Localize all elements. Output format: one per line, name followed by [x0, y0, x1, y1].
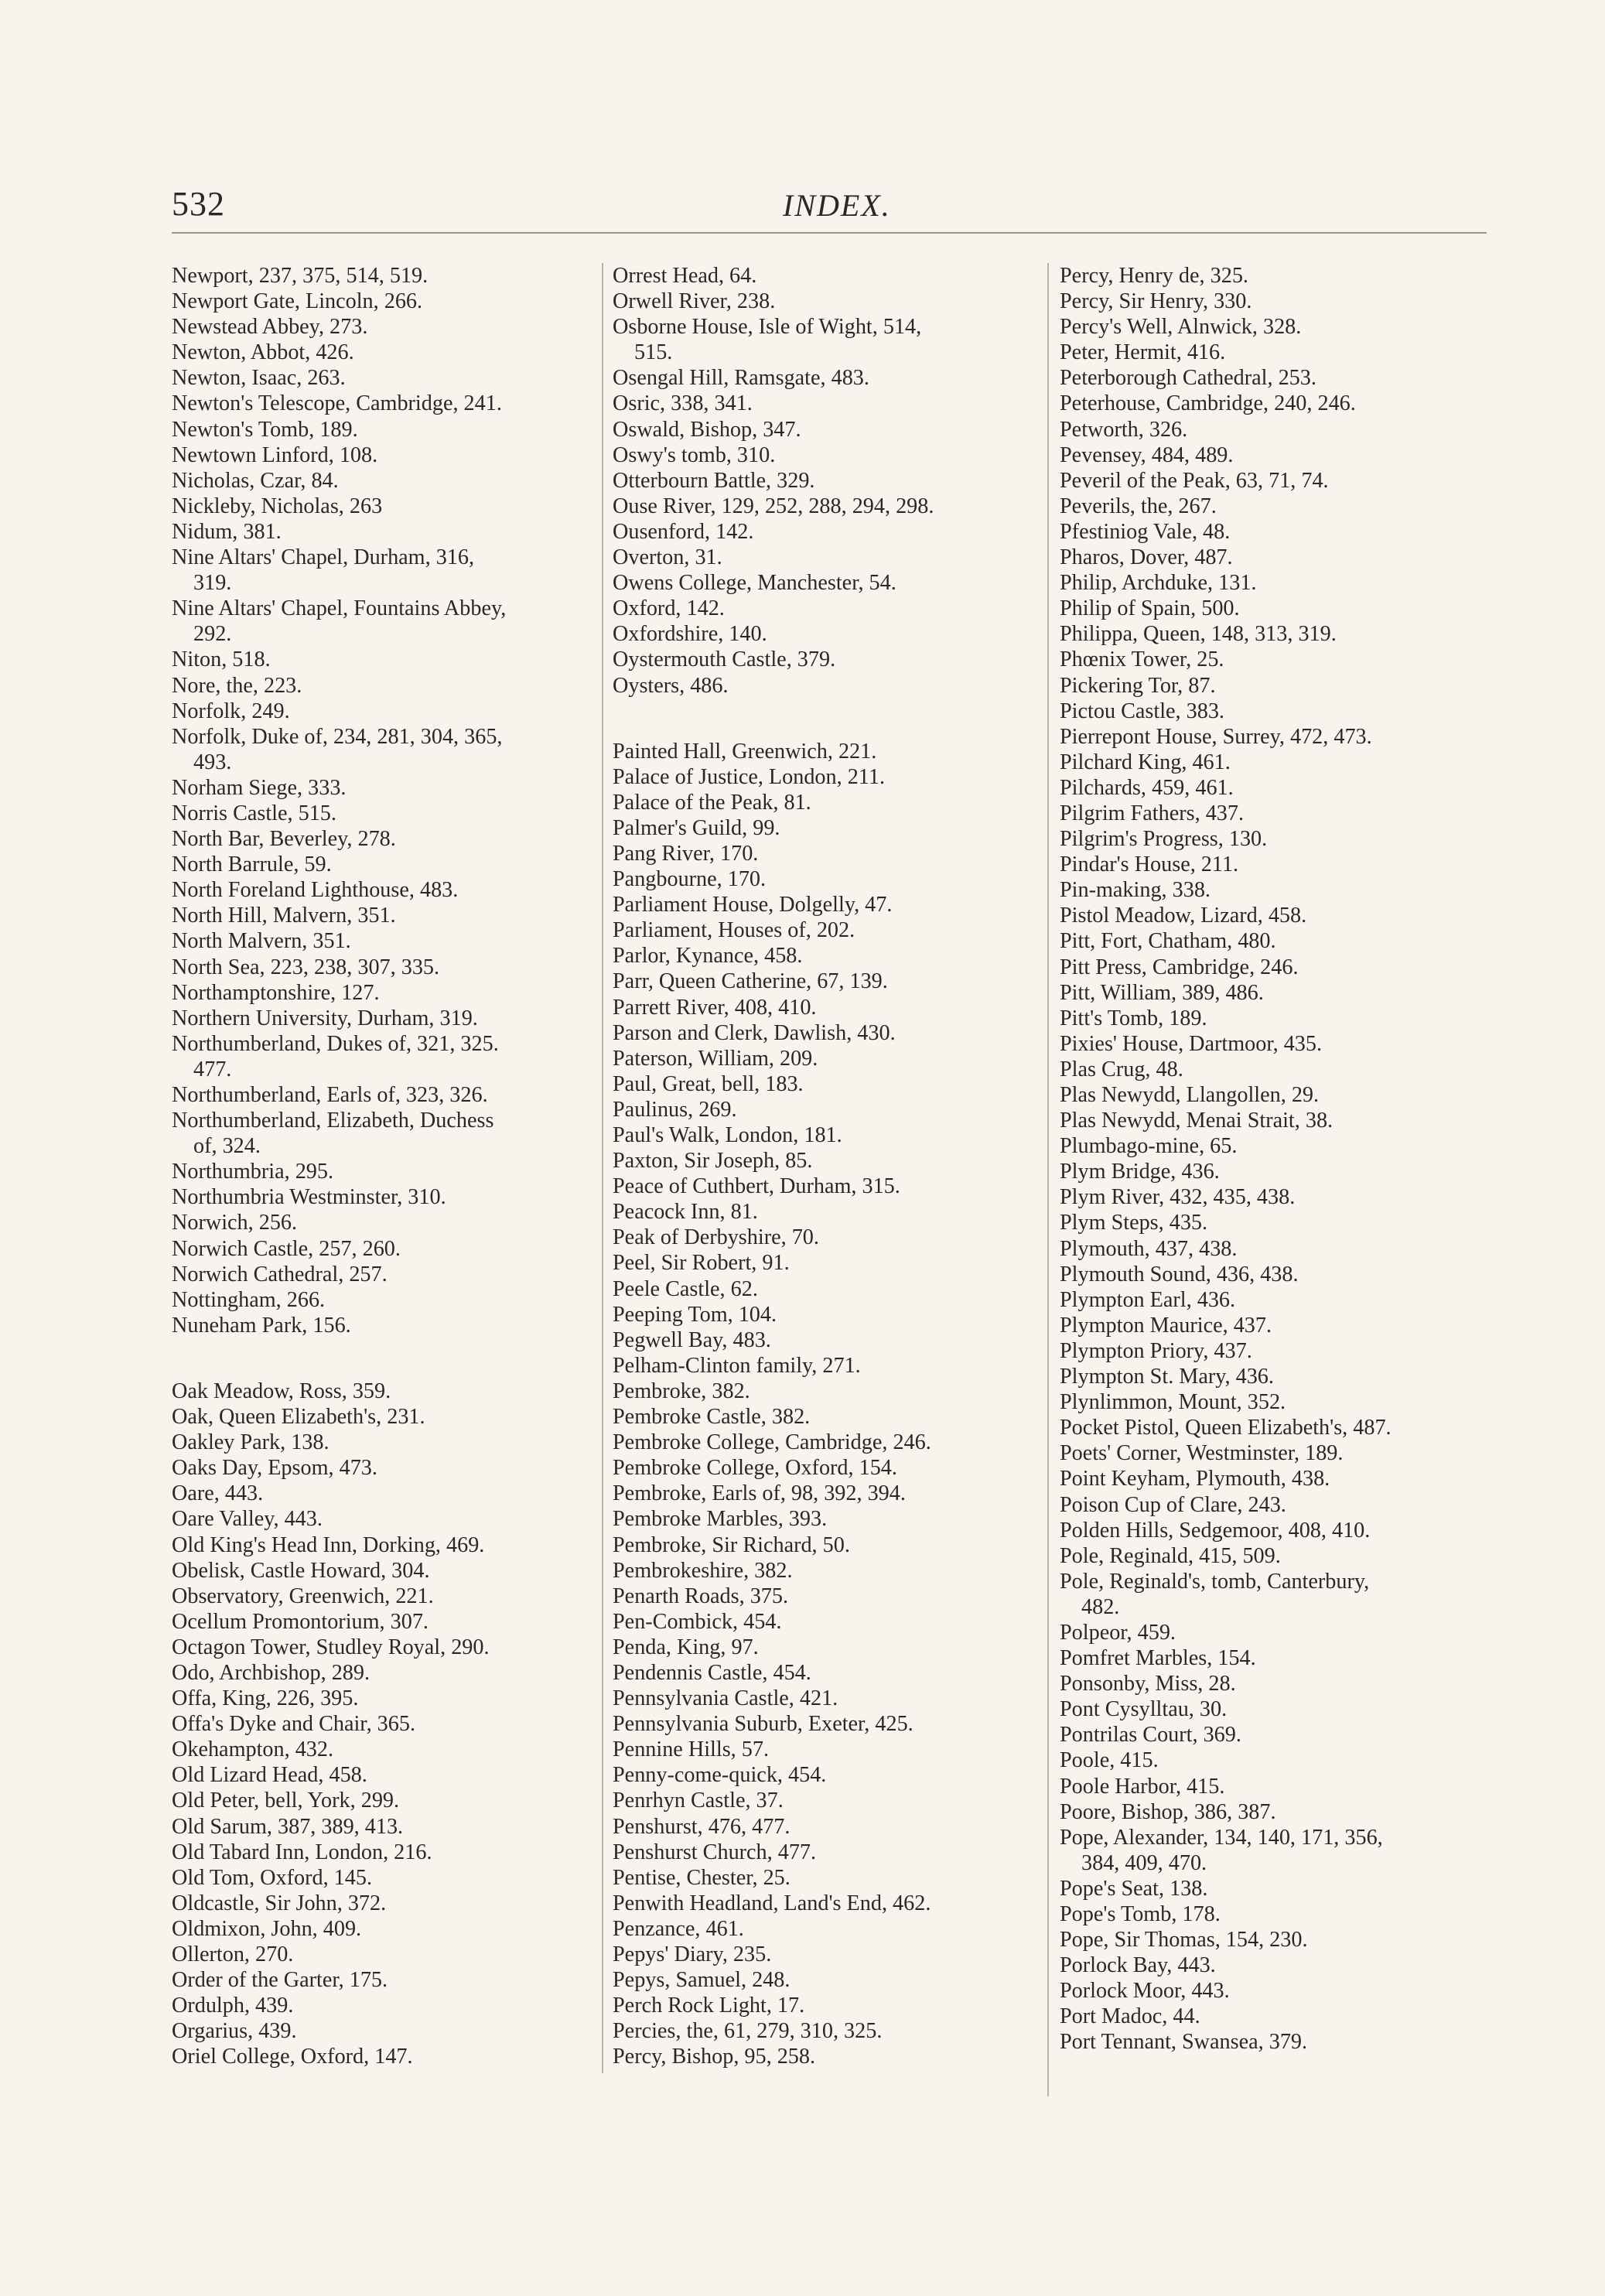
index-entry: Newton's Telescope, Cambridge, 241. [172, 391, 502, 416]
index-entry: Pembroke Castle, 382. [613, 1405, 811, 1430]
index-entry: Port Tennant, Swansea, 379. [1060, 2030, 1308, 2055]
index-entry: Parr, Queen Catherine, 67, 139. [613, 969, 888, 994]
index-entry: Offa, King, 226, 395. [172, 1686, 359, 1711]
index-entry-continuation: 477. [193, 1057, 232, 1081]
index-entry: Plym Steps, 435. [1060, 1211, 1208, 1235]
index-entry: Ouse River, 129, 252, 288, 294, 298. [613, 494, 934, 518]
index-entry: North Sea, 223, 238, 307, 335. [172, 955, 440, 979]
index-entry: Plynlimmon, Mount, 352. [1060, 1390, 1286, 1415]
index-entry: Octagon Tower, Studley Royal, 290. [172, 1635, 490, 1659]
index-entry: Pitt, Fort, Chatham, 480. [1060, 929, 1276, 954]
index-entry: Penzance, 461. [613, 1916, 744, 1941]
index-entry: Old Peter, bell, York, 299. [172, 1789, 400, 1813]
index-entry: Percy, Bishop, 95, 258. [613, 2045, 816, 2069]
index-entry: Pixies' House, Dartmoor, 435. [1060, 1031, 1323, 1056]
index-entry: Plymouth, 437, 438. [1060, 1236, 1238, 1261]
index-entry: Old King's Head Inn, Dorking, 469. [172, 1532, 485, 1557]
index-entry: Pharos, Dover, 487. [1060, 545, 1233, 570]
index-entry: Percy, Sir Henry, 330. [1060, 289, 1252, 314]
index-entry: Penshurst, 476, 477. [613, 1814, 791, 1839]
index-entry: Offa's Dyke and Chair, 365. [172, 1712, 415, 1737]
index-entry: Pentise, Chester, 25. [613, 1865, 791, 1890]
index-entry: Pilchards, 459, 461. [1060, 775, 1234, 800]
index-entry: Northumbria, 295. [172, 1160, 334, 1184]
index-entry: Oriel College, Oxford, 147. [172, 2045, 413, 2069]
page-number: 532 [172, 185, 225, 223]
index-entry: Plympton Maurice, 437. [1060, 1313, 1272, 1338]
index-entry: Peveril of the Peak, 63, 71, 74. [1060, 468, 1329, 493]
index-entry: Peter, Hermit, 416. [1060, 340, 1226, 365]
index-entry: Pindar's House, 211. [1060, 852, 1239, 877]
index-entry: Parlor, Kynance, 458. [613, 944, 803, 969]
index-entry: Penwith Headland, Land's End, 462. [613, 1891, 931, 1915]
index-entry: Plympton St. Mary, 436. [1060, 1365, 1274, 1389]
index-entry: Pendennis Castle, 454. [613, 1660, 811, 1685]
index-entry: Norwich, 256. [172, 1211, 298, 1235]
index-entry: Pembroke, Earls of, 98, 392, 394. [613, 1481, 906, 1506]
index-entry: Oldcastle, Sir John, 372. [172, 1891, 387, 1915]
index-entry: Plas Crug, 48. [1060, 1057, 1183, 1081]
index-entry: Port Madoc, 44. [1060, 2004, 1200, 2029]
index-entry: Old Tabard Inn, London, 216. [172, 1840, 432, 1864]
index-entry: Pevensey, 484, 489. [1060, 442, 1234, 467]
index-entry: Pitt, William, 389, 486. [1060, 980, 1264, 1005]
index-entry: Nottingham, 266. [172, 1287, 326, 1312]
index-entry: Pope, Alexander, 134, 140, 171, 356, [1060, 1825, 1383, 1850]
index-entry: Paul, Great, bell, 183. [613, 1071, 804, 1096]
index-entry: Pont Cysylltau, 30. [1060, 1697, 1228, 1722]
index-entry: Poore, Bishop, 386, 387. [1060, 1799, 1276, 1824]
index-entry: Paterson, William, 209. [613, 1046, 818, 1071]
index-entry: Penda, King, 97. [613, 1635, 759, 1659]
index-entry: Oare Valley, 443. [172, 1507, 323, 1532]
index-entry: Overton, 31. [613, 545, 722, 570]
index-entry: Poison Cup of Clare, 243. [1060, 1492, 1286, 1517]
index-entry: Nuneham Park, 156. [172, 1313, 351, 1338]
index-entry: Oswald, Bishop, 347. [613, 417, 801, 442]
index-entry: Pembroke College, Oxford, 154. [613, 1456, 897, 1481]
index-entry: Newstead Abbey, 273. [172, 315, 368, 340]
index-entry: Parson and Clerk, Dawlish, 430. [613, 1020, 896, 1045]
index-entry: Pepys' Diary, 235. [613, 1942, 772, 1966]
index-entry: Paxton, Sir Joseph, 85. [613, 1149, 813, 1174]
index-entry: Orgarius, 439. [172, 2019, 297, 2044]
index-entry: Percy's Well, Alnwick, 328. [1060, 315, 1302, 340]
header-rule [172, 232, 1487, 234]
index-entry: Ponsonby, Miss, 28. [1060, 1672, 1236, 1696]
index-entry: Oysters, 486. [613, 673, 729, 698]
index-entry: Pembroke, Sir Richard, 50. [613, 1532, 850, 1557]
index-entry: North Hill, Malvern, 351. [172, 904, 396, 928]
index-entry: Owens College, Manchester, 54. [613, 571, 896, 596]
index-entry: Peele Castle, 62. [613, 1276, 758, 1301]
index-columns [172, 263, 1502, 2120]
index-entry: Obelisk, Castle Howard, 304. [172, 1558, 430, 1583]
index-entry: Niton, 518. [172, 647, 271, 672]
index-entry: Pilgrim Fathers, 437. [1060, 801, 1245, 825]
index-entry: Oak, Queen Elizabeth's, 231. [172, 1405, 425, 1430]
index-entry: North Bar, Beverley, 278. [172, 827, 396, 852]
index-entry: Northamptonshire, 127. [172, 980, 380, 1005]
index-entry: Okehampton, 432. [172, 1737, 334, 1762]
index-entry: Penny-come-quick, 454. [613, 1763, 827, 1788]
index-entry: Plympton Priory, 437. [1060, 1338, 1252, 1363]
index-entry: Norwich Cathedral, 257. [172, 1262, 388, 1286]
index-entry: Pontrilas Court, 369. [1060, 1723, 1241, 1748]
index-entry: Paulinus, 269. [613, 1097, 737, 1122]
index-entry: Philip of Spain, 500. [1060, 596, 1240, 621]
index-entry: Northumbria Westminster, 310. [172, 1185, 446, 1210]
index-entry: Peeping Tom, 104. [613, 1302, 777, 1327]
index-entry: Pole, Reginald's, tomb, Canterbury, [1060, 1569, 1370, 1594]
index-entry: Plympton Earl, 436. [1060, 1287, 1236, 1312]
index-entry-continuation: 493. [193, 750, 232, 774]
index-entry: Pangbourne, 170. [613, 867, 767, 892]
index-entry: Palmer's Guild, 99. [613, 815, 780, 840]
index-entry: Pope's Seat, 138. [1060, 1876, 1208, 1901]
index-entry: Oak Meadow, Ross, 359. [172, 1379, 391, 1403]
index-entry: Pegwell Bay, 483. [613, 1327, 771, 1352]
index-entry: Newport, 237, 375, 514, 519. [172, 264, 429, 288]
index-entry: Peacock Inn, 81. [613, 1200, 758, 1225]
index-entry: Norwich Castle, 257, 260. [172, 1236, 401, 1261]
index-entry: Pistol Meadow, Lizard, 458. [1060, 904, 1307, 928]
index-entry: Palace of the Peak, 81. [613, 790, 811, 815]
index-entry: Poole, 415. [1060, 1748, 1159, 1773]
index-entry: Newton, Isaac, 263. [172, 366, 346, 391]
index-entry: Plym Bridge, 436. [1060, 1160, 1220, 1184]
index-entry: Northern University, Durham, 319. [172, 1006, 478, 1030]
index-entry: Osborne House, Isle of Wight, 514, [613, 315, 922, 340]
column-divider [602, 263, 603, 2073]
index-entry: Pitt's Tomb, 189. [1060, 1006, 1207, 1030]
index-entry: Plumbago-mine, 65. [1060, 1134, 1238, 1159]
index-entry: Pembroke Marbles, 393. [613, 1507, 828, 1532]
index-entry: Nicholas, Czar, 84. [172, 468, 339, 493]
index-entry: Peace of Cuthbert, Durham, 315. [613, 1174, 900, 1199]
index-entry: Otterbourn Battle, 329. [613, 468, 815, 493]
index-entry: Old Sarum, 387, 389, 413. [172, 1814, 404, 1839]
index-entry: Pickering Tor, 87. [1060, 673, 1216, 698]
index-entry: Petworth, 326. [1060, 417, 1188, 442]
index-entry-continuation: 292. [193, 622, 232, 647]
index-entry: Order of the Garter, 175. [172, 1968, 388, 1993]
index-entry: Pope's Tomb, 178. [1060, 1902, 1221, 1926]
index-entry: Plym River, 432, 435, 438. [1060, 1185, 1296, 1210]
index-entry: North Barrule, 59. [172, 852, 332, 877]
index-entry: Oxford, 142. [613, 596, 725, 621]
index-entry: Observatory, Greenwich, 221. [172, 1584, 434, 1608]
index-entry: Percy, Henry de, 325. [1060, 264, 1248, 288]
index-entry: Peverils, the, 267. [1060, 494, 1217, 518]
index-entry: Newport Gate, Lincoln, 266. [172, 289, 423, 314]
index-entry: Polpeor, 459. [1060, 1620, 1176, 1645]
index-entry: Porlock Moor, 443. [1060, 1979, 1230, 2004]
index-column-3 [1060, 263, 1501, 2055]
index-entry: Pole, Reginald, 415, 509. [1060, 1543, 1281, 1568]
running-head: INDEX. [783, 188, 891, 223]
index-entry: Nidum, 381. [172, 519, 282, 544]
index-entry: Painted Hall, Greenwich, 221. [613, 739, 877, 764]
index-entry: Plas Newydd, Llangollen, 29. [1060, 1083, 1320, 1107]
index-entry: Peel, Sir Robert, 91. [613, 1251, 790, 1276]
index-entry: Nine Altars' Chapel, Durham, 316, [172, 545, 475, 570]
index-entry: Northumberland, Dukes of, 321, 325. [172, 1031, 499, 1056]
index-entry: Orwell River, 238. [613, 289, 776, 314]
index-entry: Northumberland, Earls of, 323, 326. [172, 1083, 488, 1107]
index-entry: Pierrepont House, Surrey, 472, 473. [1060, 724, 1372, 749]
index-entry: Oldmixon, John, 409. [172, 1916, 362, 1941]
index-entry: Pitt Press, Cambridge, 246. [1060, 955, 1299, 979]
index-entry: Pennsylvania Castle, 421. [613, 1686, 838, 1711]
index-entry: Nine Altars' Chapel, Fountains Abbey, [172, 596, 507, 621]
index-entry: Pocket Pistol, Queen Elizabeth's, 487. [1060, 1416, 1392, 1440]
index-entry: North Foreland Lighthouse, 483. [172, 878, 459, 903]
index-entry: Ocellum Promontorium, 307. [172, 1609, 429, 1634]
index-entry: Oystermouth Castle, 379. [613, 647, 836, 672]
index-entry: Newton's Tomb, 189. [172, 417, 358, 442]
index-entry: Norris Castle, 515. [172, 801, 336, 825]
index-entry: Penshurst Church, 477. [613, 1840, 817, 1864]
index-column-1 [172, 263, 593, 2069]
index-entry: Oswy's tomb, 310. [613, 442, 776, 467]
index-entry: Newton, Abbot, 426. [172, 340, 354, 365]
index-entry: Poole Harbor, 415. [1060, 1774, 1225, 1799]
index-entry: Pictou Castle, 383. [1060, 699, 1224, 723]
index-entry: Palace of Justice, London, 211. [613, 764, 885, 789]
index-entry: Perch Rock Light, 17. [613, 1994, 805, 2018]
index-entry-continuation: 384, 409, 470. [1081, 1850, 1207, 1875]
index-entry: Pomfret Marbles, 154. [1060, 1646, 1256, 1671]
index-entry: Point Keyham, Plymouth, 438. [1060, 1467, 1330, 1491]
index-entry: Plas Newydd, Menai Strait, 38. [1060, 1109, 1334, 1133]
index-entry: Philippa, Queen, 148, 313, 319. [1060, 622, 1337, 647]
index-entry: Peak of Derbyshire, 70. [613, 1225, 819, 1250]
index-entry: Paul's Walk, London, 181. [613, 1123, 842, 1147]
index-entry: Porlock Bay, 443. [1060, 1953, 1216, 1978]
index-entry: Pin-making, 338. [1060, 878, 1211, 903]
index-entry-continuation: of, 324. [193, 1134, 261, 1159]
index-entry: Pepys, Samuel, 248. [613, 1968, 791, 1993]
index-entry: Poets' Corner, Westminster, 189. [1060, 1441, 1344, 1466]
section-gap [172, 1338, 593, 1379]
index-entry: Peterborough Cathedral, 253. [1060, 366, 1316, 391]
index-entry: Norfolk, 249. [172, 699, 290, 723]
index-entry: Nickleby, Nicholas, 263 [172, 494, 383, 518]
index-entry: Oare, 443. [172, 1481, 264, 1506]
index-column-2 [613, 263, 1034, 2069]
index-entry: Penrhyn Castle, 37. [613, 1789, 784, 1813]
index-entry: Nore, the, 223. [172, 673, 302, 698]
index-entry: Pennsylvania Suburb, Exeter, 425. [613, 1712, 913, 1737]
index-entry: Pelham-Clinton family, 271. [613, 1353, 861, 1378]
index-entry: Norfolk, Duke of, 234, 281, 304, 365, [172, 724, 503, 749]
index-entry: Pembrokeshire, 382. [613, 1558, 793, 1583]
index-entry: Polden Hills, Sedgemoor, 408, 410. [1060, 1518, 1371, 1543]
index-entry: Pope, Sir Thomas, 154, 230. [1060, 1928, 1308, 1953]
index-entry: Pilgrim's Progress, 130. [1060, 827, 1268, 852]
index-entry: Parliament, Houses of, 202. [613, 918, 855, 943]
index-entry: Orrest Head, 64. [613, 264, 757, 288]
index-entry: North Malvern, 351. [172, 929, 351, 954]
index-entry: Pen-Combick, 454. [613, 1609, 782, 1634]
index-entry: Percies, the, 61, 279, 310, 325. [613, 2019, 883, 2044]
index-entry: Newtown Linford, 108. [172, 442, 378, 467]
index-entry: Peterhouse, Cambridge, 240, 246. [1060, 391, 1356, 416]
column-divider [1047, 263, 1049, 2096]
index-entry-continuation: 319. [193, 571, 232, 596]
index-entry: Northumberland, Elizabeth, Duchess [172, 1109, 494, 1133]
index-entry: Ollerton, 270. [172, 1942, 294, 1966]
page-header [172, 179, 1487, 234]
index-entry: Oaks Day, Epsom, 473. [172, 1456, 377, 1481]
index-entry: Pfestiniog Vale, 48. [1060, 519, 1231, 544]
index-entry: Pilchard King, 461. [1060, 750, 1231, 774]
index-entry: Old Lizard Head, 458. [172, 1763, 367, 1788]
index-entry: Phœnix Tower, 25. [1060, 647, 1224, 672]
index-entry: Osric, 338, 341. [613, 391, 753, 416]
index-entry: Oakley Park, 138. [172, 1430, 330, 1455]
index-entry: Penarth Roads, 375. [613, 1584, 789, 1608]
index-entry-continuation: 515. [634, 340, 673, 365]
index-entry: Parliament House, Dolgelly, 47. [613, 893, 893, 917]
index-entry: Plymouth Sound, 436, 438. [1060, 1262, 1299, 1286]
index-entry: Philip, Archduke, 131. [1060, 571, 1257, 596]
index-entry: Ousenford, 142. [613, 519, 754, 544]
section-gap [613, 699, 1034, 739]
index-entry: Ordulph, 439. [172, 1994, 294, 2018]
index-entry: Odo, Archbishop, 289. [172, 1660, 371, 1685]
index-entry: Pennine Hills, 57. [613, 1737, 770, 1762]
index-entry: Parrett River, 408, 410. [613, 995, 817, 1020]
index-entry: Osengal Hill, Ramsgate, 483. [613, 366, 869, 391]
index-entry-continuation: 482. [1081, 1594, 1120, 1619]
index-entry: Norham Siege, 333. [172, 775, 347, 800]
index-entry: Old Tom, Oxford, 145. [172, 1865, 373, 1890]
index-entry: Oxfordshire, 140. [613, 622, 767, 647]
index-entry: Pembroke College, Cambridge, 246. [613, 1430, 931, 1455]
index-entry: Pang River, 170. [613, 841, 759, 866]
index-entry: Pembroke, 382. [613, 1379, 750, 1403]
